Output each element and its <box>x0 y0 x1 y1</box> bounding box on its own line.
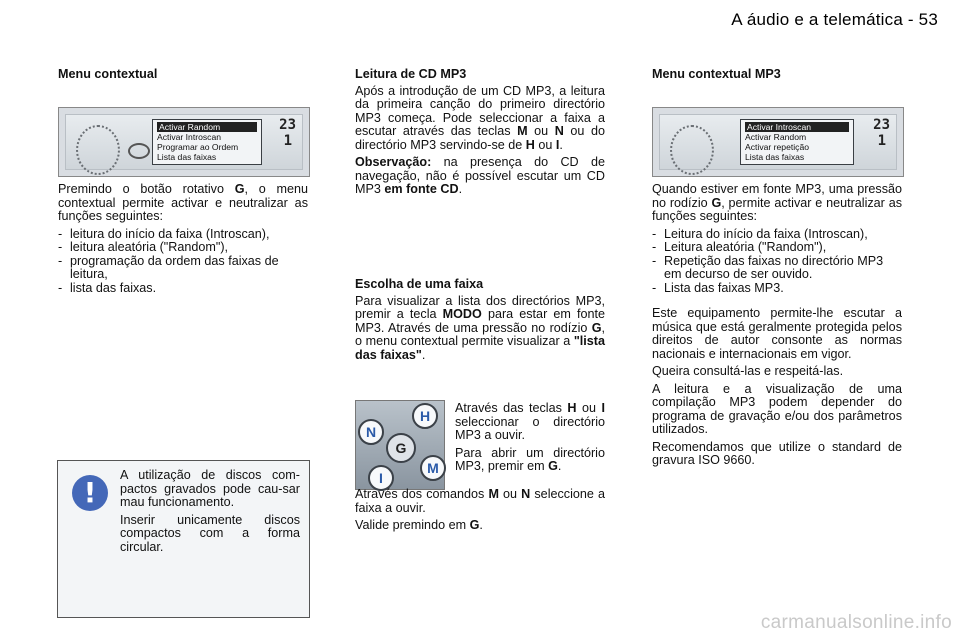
column-1 <box>58 68 308 82</box>
display-track: 1 <box>283 133 292 149</box>
text: seleccionar o directório MP3 a ouvir. <box>455 414 605 442</box>
menu-item: Activar Introscan <box>745 122 849 132</box>
text: , permite activar e neutralizar as funções seguintes: <box>652 195 902 223</box>
key-label: N <box>521 487 531 501</box>
key-label: G <box>234 182 245 196</box>
key-label: M <box>517 124 528 138</box>
text: Para abrir um directório MP3, premir em <box>455 445 605 473</box>
step-2 <box>455 447 605 474</box>
watermark: carmanualsonline.info <box>760 612 952 633</box>
list-item: - Leitura do início da faixa (Introscan), <box>652 228 902 242</box>
key-label: G <box>548 459 558 473</box>
lcd-screen <box>65 114 303 170</box>
cd-icon <box>128 143 150 159</box>
text: . <box>559 137 563 152</box>
key-label: G <box>711 195 722 210</box>
context-menu <box>152 119 262 165</box>
section-heading-cd-mp3: Leitura de CD MP3 <box>355 67 467 81</box>
respect-paragraph: Queira consultá-las e respeitá-las. <box>652 364 844 378</box>
warning-p1: A utilização de discos com-pactos gravados pode cau-sar mau funcionamento. <box>120 468 300 509</box>
display-number: 23 <box>873 117 890 133</box>
text: para estar em fonte MP3. Através de uma pressão no rodízio <box>355 307 605 335</box>
menu-item: Lista das faixas <box>745 152 805 162</box>
list-item: - programação da ordem das faixas de leitura, <box>58 255 308 282</box>
compilation-paragraph: A leitura e a visualização de uma compilação MP3 podem depender do programa de gravação e/ou dos parâmetros utilizados. <box>652 381 902 436</box>
warning-p2-lead <box>64 514 300 555</box>
text: na presença do CD de navegação, não é possível escutar um CD MP3 <box>355 155 605 196</box>
column-2-steps-wide <box>355 488 605 537</box>
key-g-icon: G <box>386 433 416 463</box>
list-item: - leitura aleatória ("Random"), <box>58 241 308 255</box>
menu-item: Activar Random <box>157 122 257 132</box>
text: Valide premindo em <box>355 518 470 532</box>
bold-text: "lista das faixas" <box>355 334 605 362</box>
text: ou <box>527 124 555 138</box>
step-3 <box>355 488 605 515</box>
exclamation-icon: ! <box>72 475 108 511</box>
radio-display-mp3-menu <box>652 107 904 177</box>
list-item: - leitura do início da faixa (Introscan), <box>58 228 308 242</box>
key-label: G <box>469 518 480 532</box>
key-label: I <box>555 137 560 152</box>
key-label: H <box>567 401 577 415</box>
context-menu <box>740 119 854 165</box>
list-item: - Lista das faixas MP3. <box>652 282 902 296</box>
display-track: 1 <box>877 133 886 149</box>
copyright-paragraph: Este equipamento permite-lhe escutar a música que está geralmente protegida pelos direitos de autor consonte as normas nacionais e internacionais em vigor. <box>652 306 902 361</box>
column-2-steps <box>455 402 605 478</box>
key-n-icon: N <box>358 419 384 445</box>
list-item: - lista das faixas. <box>58 282 308 296</box>
column-2-track <box>355 278 605 366</box>
section-heading-track-choice: Escolha de uma faixa <box>355 277 484 291</box>
menu-item: Activar Random <box>745 132 807 142</box>
key-i-icon: I <box>368 465 394 491</box>
text: ou <box>534 137 556 152</box>
text: ou do directório MP3 servindo-se de <box>355 124 605 152</box>
text: Quando estiver em fonte MP3, uma pressão no rodízio <box>652 182 902 210</box>
radio-display-menu <box>58 107 310 177</box>
track-paragraph <box>355 295 605 363</box>
step-4 <box>355 519 605 533</box>
key-label: G <box>591 320 602 335</box>
list-item: - Repetição das faixas no directório MP3 em decurso de ser ouvido. <box>652 255 902 282</box>
cd-mp3-paragraph <box>355 85 605 153</box>
column-2 <box>355 68 605 201</box>
menu-item: Activar Introscan <box>157 132 221 142</box>
mp3-menu-intro <box>652 183 902 224</box>
menu-intro <box>58 183 308 224</box>
warning-box <box>57 460 310 618</box>
text: . <box>479 518 483 532</box>
lcd-screen <box>659 114 897 170</box>
text: Através dos comandos <box>355 487 489 501</box>
key-label: MODO <box>442 307 482 321</box>
display-number: 23 <box>279 117 296 133</box>
text: , o menu contextual permite visualizar a <box>355 320 605 348</box>
text: Após a introdução de um CD MP3, a leitura da primeira canção do primeiro directório MP3 começa. Pode seleccionar a faixa a escutar através das teclas <box>355 83 605 138</box>
menu-item: Activar repetição <box>745 142 810 152</box>
key-m-icon: M <box>420 455 446 481</box>
section-heading-menu-contextual: Menu contextual <box>58 67 158 81</box>
dial-icon <box>670 125 714 175</box>
text: Inserir unicamente discos compactos com a forma circular. <box>120 512 300 554</box>
text: ou <box>576 401 602 415</box>
menu-item: Programar ao Ordem <box>157 142 239 152</box>
text: . <box>421 347 426 362</box>
column-3 <box>652 68 902 82</box>
text: ou <box>498 487 522 501</box>
text: . <box>458 182 463 196</box>
text: Para visualizar a lista dos directórios MP3, premir a tecla <box>355 293 605 321</box>
function-list <box>58 228 308 296</box>
menu-item: Lista das faixas <box>157 152 217 162</box>
mp3-function-list <box>652 228 902 296</box>
iso-paragraph: Recomendamos que utilize o standard de gravura ISO 9660. <box>652 439 902 467</box>
page-header: A áudio e a telemática - 53 <box>731 10 938 29</box>
key-h-icon: H <box>412 403 438 429</box>
dial-icon <box>76 125 120 175</box>
column-3-text <box>652 183 902 472</box>
list-item: - Leitura aleatória ("Random"), <box>652 241 902 255</box>
text: Através das teclas <box>455 401 568 415</box>
control-pad-image <box>355 400 445 490</box>
obs-label: Observação: <box>355 155 432 169</box>
key-label: I <box>601 401 605 415</box>
text: . <box>557 459 562 473</box>
text: Premindo o botão rotativo <box>58 182 235 196</box>
key-label: M <box>488 487 499 501</box>
step-1 <box>455 402 605 443</box>
column-1-text <box>58 183 308 295</box>
section-heading-menu-mp3: Menu contextual MP3 <box>652 67 781 81</box>
key-label: N <box>554 124 564 138</box>
text: seleccione a faixa a ouvir. <box>355 487 606 515</box>
observation-paragraph <box>355 156 605 197</box>
warning-text <box>64 469 300 554</box>
obs-bold: em fonte CD <box>384 182 459 196</box>
text: , o menu contextual permite activar e neutralizar as funções seguintes: <box>58 182 308 223</box>
key-label: H <box>525 137 535 152</box>
